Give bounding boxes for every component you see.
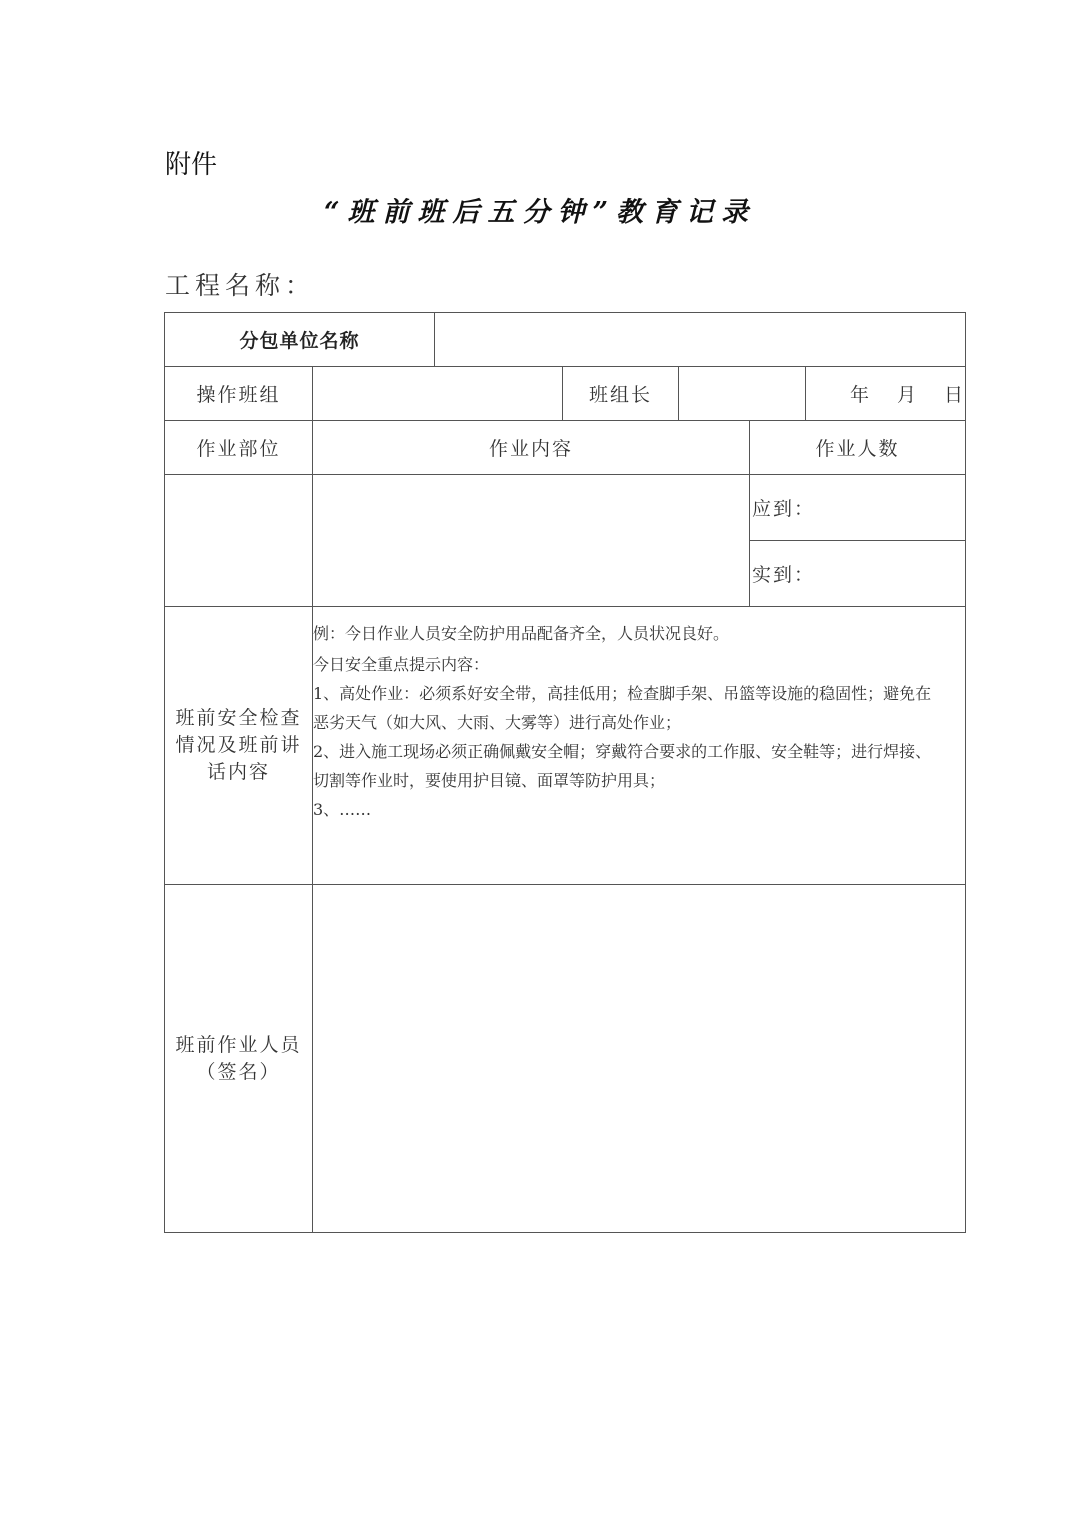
subcontractor-label: 分包单位名称 <box>164 312 435 367</box>
date-field[interactable] <box>805 366 966 421</box>
expected-count-field[interactable] <box>749 474 966 541</box>
work-content-header: 作业内容 <box>312 420 750 475</box>
safety-check-label <box>164 606 313 885</box>
safety-check-label-line: 班前安全检查 <box>175 707 302 729</box>
team-leader-label: 班组长 <box>562 366 679 421</box>
tips-heading: 今日安全重点提示内容： <box>313 655 490 674</box>
tip-line: 切割等作业时，要使用护目镜、面罩等防护用具； <box>313 771 666 790</box>
signature-label <box>164 884 313 1233</box>
work-content-field[interactable] <box>312 474 750 607</box>
education-record-table <box>164 312 966 1233</box>
expected-count-label: 应到： <box>752 498 816 520</box>
signature-label-line: （签名） <box>196 1060 281 1083</box>
day-label: 日 <box>943 384 965 406</box>
signature-field[interactable] <box>312 884 966 1233</box>
actual-count-field[interactable] <box>749 540 966 607</box>
work-location-field[interactable] <box>164 474 313 607</box>
tip-line: 1、高处作业：必须系好安全带，高挂低用；检查脚手架、吊篮等设施的稳固性；避免在 <box>313 684 932 703</box>
safety-check-label-line: 情况及班前讲 <box>175 734 302 756</box>
project-name-label: 工程名称： <box>165 271 316 300</box>
team-field[interactable] <box>312 366 563 421</box>
attachment-label: 附件 <box>165 150 218 180</box>
headcount-header: 作业人数 <box>749 420 966 475</box>
team-leader-field[interactable] <box>678 366 806 421</box>
safety-check-content[interactable] <box>312 606 966 885</box>
tip-line: 2、进入施工现场必须正确佩戴安全帽；穿戴符合要求的工作服、安全鞋等；进行焊接、 <box>313 742 932 761</box>
actual-count-label: 实到： <box>752 564 816 586</box>
safety-check-label-line: 话内容 <box>206 761 270 783</box>
tip-line: 3、…… <box>313 800 372 819</box>
example-line: 例：今日作业人员安全防护用品配备齐全，人员状况良好。 <box>313 624 730 643</box>
signature-label-line: 班前作业人员 <box>175 1033 302 1056</box>
month-label: 月 <box>896 384 918 406</box>
document-title: “班前班后五分钟”教育记录 <box>323 197 757 228</box>
subcontractor-field[interactable] <box>434 312 966 367</box>
work-location-header: 作业部位 <box>164 420 313 475</box>
team-label: 操作班组 <box>164 366 313 421</box>
tip-line: 恶劣天气（如大风、大雨、大雾等）进行高处作业； <box>313 713 682 732</box>
year-label: 年 <box>849 384 871 406</box>
